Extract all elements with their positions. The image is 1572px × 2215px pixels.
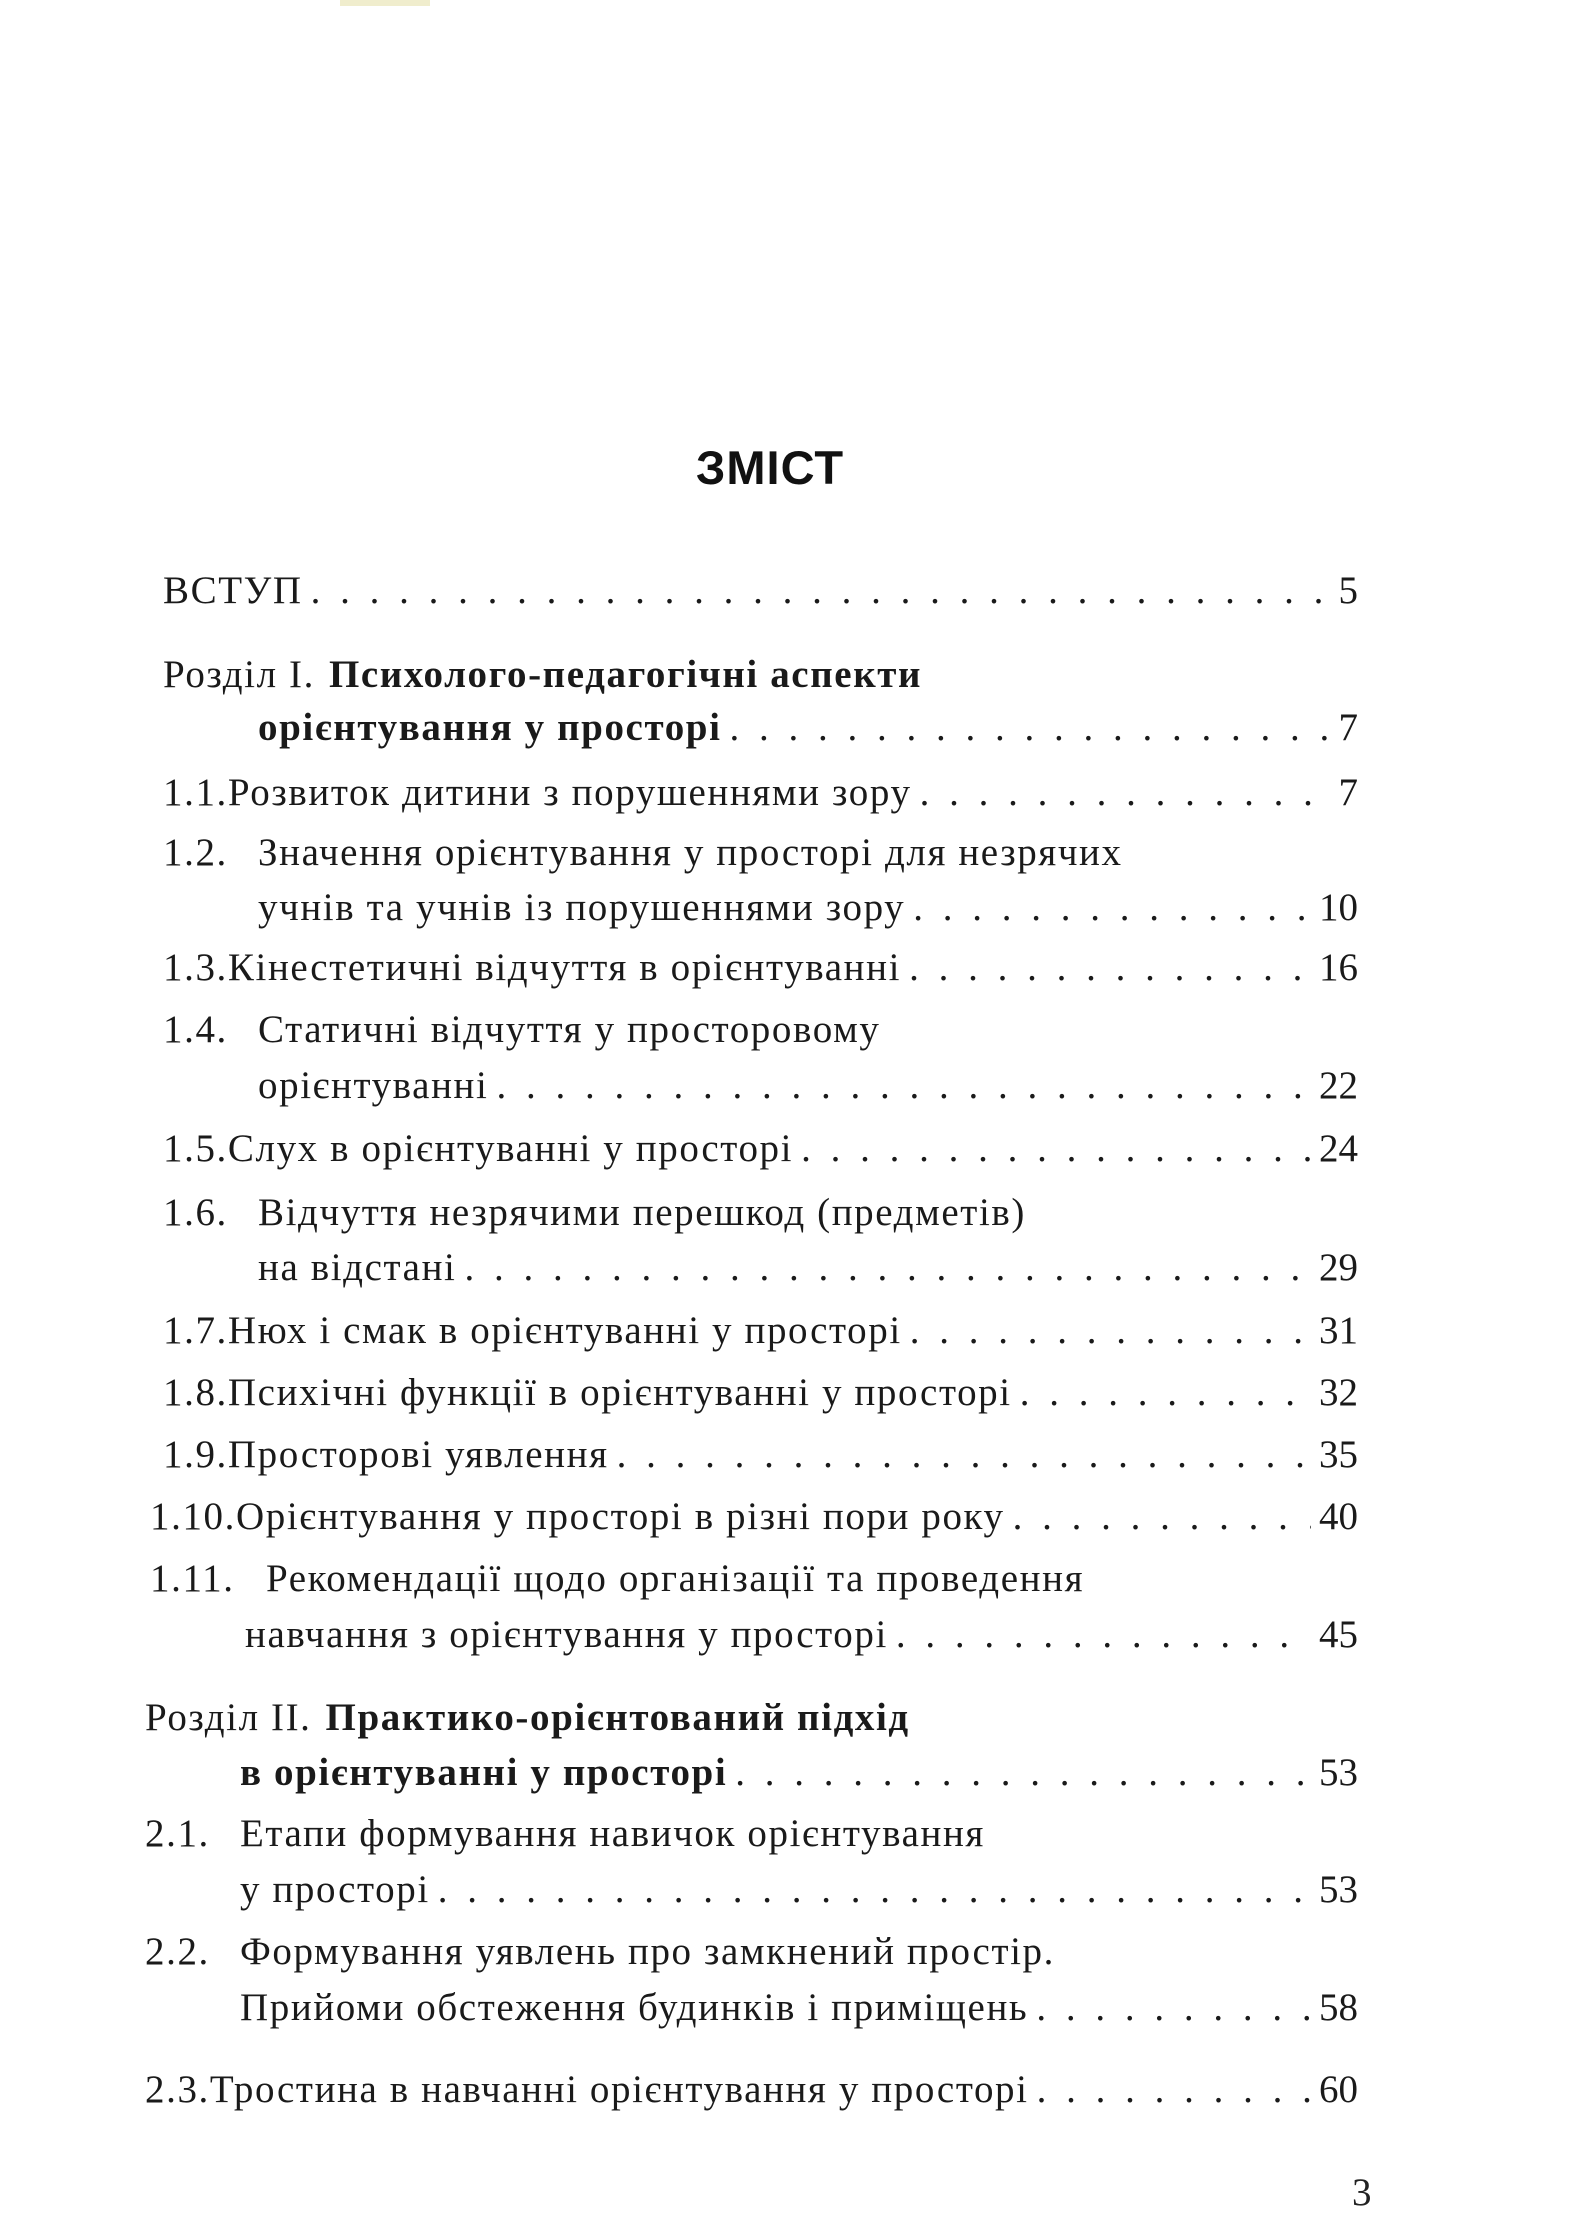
- footer-page-number: 3: [1352, 2171, 1372, 2214]
- toc-entry-text: Нюх і смак в орієнтуванні у просторі: [227, 1309, 902, 1352]
- toc-part-1-heading-cont[interactable]: [258, 705, 1358, 751]
- toc-entry-2-2-cont[interactable]: [240, 1985, 1358, 2031]
- toc-entry-1-1[interactable]: [163, 770, 1358, 816]
- part-title-line-2: орієнтування у просторі: [258, 706, 722, 749]
- toc-entry-1-11-cont[interactable]: [245, 1612, 1358, 1658]
- toc-part-2-heading-cont[interactable]: [240, 1750, 1358, 1796]
- toc-entry-1-5[interactable]: [163, 1126, 1358, 1172]
- toc-entry-1-6[interactable]: [163, 1190, 1358, 1236]
- toc-entry-1-2[interactable]: [163, 830, 1358, 876]
- toc-page-number: 58: [1319, 1986, 1358, 2029]
- dot-leader: [1037, 2067, 1311, 2113]
- dot-leader: [735, 1750, 1311, 1796]
- toc-entry-1-8[interactable]: [163, 1370, 1358, 1416]
- toc-entry-text: Орієнтування у просторі в різні пори року: [236, 1495, 1005, 1538]
- dot-leader: [496, 1063, 1311, 1109]
- dot-leader: [913, 885, 1311, 931]
- toc-section-number: 1.6.: [163, 1191, 228, 1234]
- toc-entry-2-2[interactable]: [145, 1929, 1358, 1975]
- toc-part-2-heading[interactable]: [145, 1695, 1358, 1741]
- toc-section-number: 1.5.: [163, 1127, 228, 1170]
- toc-page-number: 10: [1319, 886, 1358, 929]
- toc-entry-intro[interactable]: [163, 568, 1358, 614]
- toc-entry-text-line-1: Рекомендації щодо організації та проведення: [266, 1557, 1085, 1600]
- part-label: Розділ ІІ.: [145, 1696, 312, 1739]
- toc-entry-text: Тростина в навчанні орієнтування у просторі: [209, 2068, 1029, 2111]
- dot-leader: [730, 705, 1331, 751]
- toc-page-number: 5: [1338, 569, 1358, 612]
- toc-entry-1-4[interactable]: [163, 1007, 1358, 1053]
- toc-entry-text-line-1: Формування уявлень про замкнений простір.: [240, 1930, 1055, 1973]
- dot-leader: [438, 1867, 1311, 1913]
- toc-entry-text-line-2: у просторі: [240, 1868, 430, 1911]
- dot-leader: [910, 1308, 1311, 1354]
- toc-page-number: 53: [1319, 1868, 1358, 1911]
- toc-entry-2-1-cont[interactable]: [240, 1867, 1358, 1913]
- toc-section-number: 1.8.: [163, 1371, 228, 1414]
- toc-entry-text: Слух в орієнтуванні у просторі: [227, 1127, 794, 1170]
- dot-leader: [801, 1126, 1311, 1172]
- toc-page-number: 22: [1319, 1064, 1358, 1107]
- toc-entry-1-11[interactable]: [150, 1556, 1358, 1602]
- dot-leader: [464, 1245, 1311, 1291]
- toc-entry-1-10[interactable]: [150, 1494, 1358, 1540]
- toc-page-number: 53: [1319, 1751, 1358, 1794]
- dot-leader: [617, 1432, 1311, 1478]
- toc-entry-1-7[interactable]: [163, 1308, 1358, 1354]
- dot-leader: [1020, 1370, 1311, 1416]
- toc-entry-2-3[interactable]: [145, 2067, 1358, 2113]
- toc-section-number: 1.1.: [163, 771, 228, 814]
- toc-entry-text: Розвиток дитини з порушеннями зору: [227, 771, 912, 814]
- toc-entry-text: Просторові уявлення: [227, 1433, 609, 1476]
- toc-entry-1-3[interactable]: [163, 945, 1358, 991]
- toc-entry-1-6-cont[interactable]: [258, 1245, 1358, 1291]
- toc-entry-text-line-2: орієнтуванні: [258, 1064, 489, 1107]
- dot-leader: [1036, 1985, 1311, 2031]
- part-label: Розділ І.: [163, 653, 315, 696]
- toc-page-number: 32: [1319, 1371, 1358, 1414]
- toc-entry-text-line-2: на відстані: [258, 1246, 457, 1289]
- toc-section-number: 2.3.: [145, 2068, 210, 2111]
- toc-section-number: 1.9.: [163, 1433, 228, 1476]
- toc-section-number: 1.7.: [163, 1309, 228, 1352]
- part-title-line-1: Психолого-педагогічні аспекти: [328, 653, 923, 696]
- toc-entry-2-1[interactable]: [145, 1811, 1358, 1857]
- dot-leader: [311, 568, 1331, 614]
- toc-section-number: 1.2.: [163, 831, 228, 874]
- toc-entry-text-line-1: Значення орієнтування у просторі для незрячих: [258, 831, 1123, 874]
- toc-page-number: 24: [1319, 1127, 1358, 1170]
- toc-section-number: 1.4.: [163, 1008, 228, 1051]
- toc-section-number: 2.1.: [145, 1812, 210, 1855]
- toc-page-number: 7: [1338, 706, 1358, 749]
- toc-entry-1-2-cont[interactable]: [258, 885, 1358, 931]
- toc-entry-text-line-2: Прийоми обстеження будинків і приміщень: [240, 1986, 1029, 2029]
- toc-entry-1-4-cont[interactable]: [258, 1063, 1358, 1109]
- page-title: ЗМІСТ: [695, 441, 845, 494]
- toc-part-1-heading[interactable]: [163, 652, 1358, 698]
- toc-page-number: 31: [1319, 1309, 1358, 1352]
- dot-leader: [1013, 1494, 1311, 1540]
- dot-leader: [920, 770, 1331, 816]
- toc-section-number: 1.11.: [150, 1557, 235, 1600]
- toc-entry-text: Кінестетичні відчуття в орієнтуванні: [227, 946, 902, 989]
- dot-leader: [909, 945, 1311, 991]
- part-title-line-2: в орієнтуванні у просторі: [240, 1751, 728, 1794]
- dot-leader: [896, 1612, 1311, 1658]
- toc-page-number: 45: [1319, 1613, 1358, 1656]
- toc-entry-text-line-1: Статичні відчуття у просторовому: [258, 1008, 881, 1051]
- toc-entry-text-line-2: учнів та учнів із порушеннями зору: [258, 886, 906, 929]
- toc-page-number: 16: [1319, 946, 1358, 989]
- toc-entry-text-line-1: Відчуття незрячими перешкод (предметів): [258, 1191, 1026, 1234]
- toc-page-number: 60: [1319, 2068, 1358, 2111]
- toc-entry-1-9[interactable]: [163, 1432, 1358, 1478]
- toc-page-number: 29: [1319, 1246, 1358, 1289]
- toc-section-number: 1.10.: [150, 1495, 236, 1538]
- toc-entry-text-line-2: навчання з орієнтування у просторі: [245, 1613, 888, 1656]
- toc-page-number: 40: [1319, 1495, 1358, 1538]
- toc-page-number: 7: [1338, 771, 1358, 814]
- toc-section-number: 2.2.: [145, 1930, 210, 1973]
- part-title-line-1: Практико-орієнтований підхід: [325, 1696, 910, 1739]
- toc-section-number: 1.3.: [163, 946, 228, 989]
- toc-entry-text: ВСТУП: [163, 569, 303, 612]
- toc-entry-text: Психічні функції в орієнтуванні у просторі: [227, 1371, 1012, 1414]
- toc-page-number: 35: [1319, 1433, 1358, 1476]
- toc-entry-text-line-1: Етапи формування навичок орієнтування: [240, 1812, 985, 1855]
